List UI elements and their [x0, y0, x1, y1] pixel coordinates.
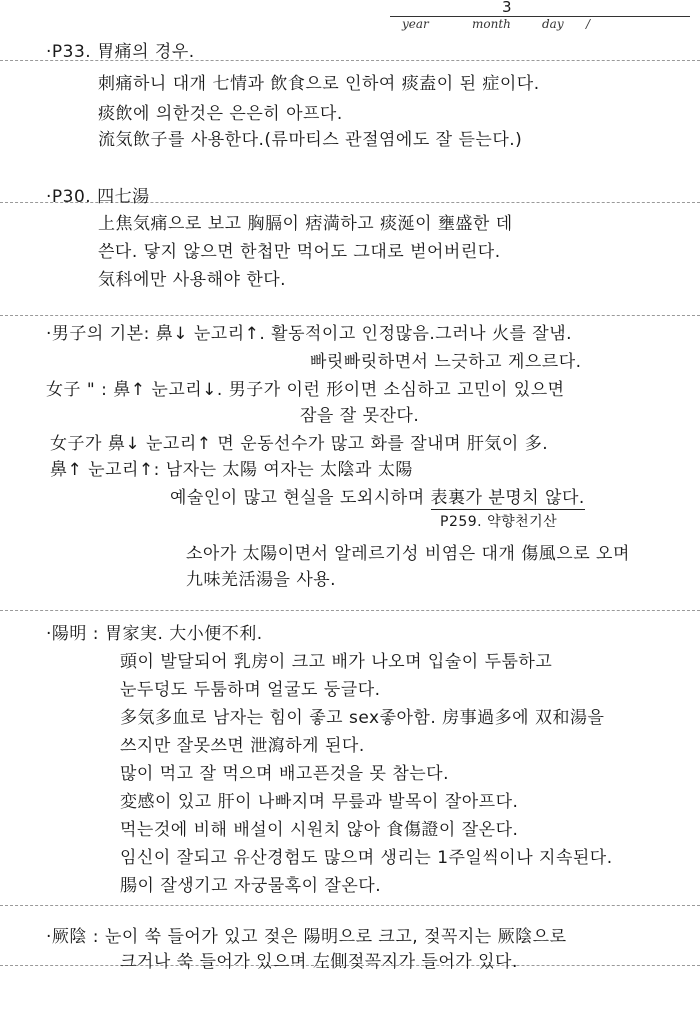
year-label: year — [402, 17, 429, 31]
section-heading: ·陽明 : 胃家実. 大小便不利. — [46, 624, 263, 644]
note-line: 鼻↑ 눈고리↑: 남자는 太陽 여자는 太陰과 太陽 — [50, 460, 413, 480]
underlined-text: 表裏가 분명치 않다. — [430, 488, 585, 508]
page-header — [390, 0, 690, 34]
note-line: 빠릿빠릿하면서 느긋하고 게으르다. — [310, 352, 582, 372]
note-line — [170, 486, 585, 510]
section-heading: ·厥陰 : 눈이 쑥 들어가 있고 젖은 陽明으로 크고, 젖꼭지는 厥陰으로 — [46, 927, 567, 947]
note-line: 九味羌活湯을 사용. — [186, 570, 337, 590]
note-line: 쓰지만 잘못쓰면 泄瀉하게 된다. — [120, 736, 365, 756]
note-line: 気科에만 사용해야 한다. — [98, 270, 287, 290]
note-line: 多気多血로 남자는 힘이 좋고 sex좋아함. 房事過多에 双和湯을 — [120, 708, 605, 728]
note-line: 痰飲에 의한것은 은은히 아프다. — [98, 104, 343, 124]
day-value: / — [586, 17, 591, 31]
note-line: 먹는것에 비해 배설이 시원치 않아 食傷證이 잘온다. — [120, 820, 519, 840]
note-line: 크거나 쑥 들어가 있으며 左側젖꼭지가 들어가 있다. — [120, 952, 518, 972]
note-line: 上焦気痛으로 보고 胸膈이 痞満하고 痰涎이 壅盛한 데 — [98, 214, 513, 234]
note-line: 頭이 발달되어 乳房이 크고 배가 나오며 입술이 두툼하고 — [120, 652, 553, 672]
note-line: 流気飲子를 사용한다.(류마티스 관절염에도 잘 듣는다.) — [98, 130, 523, 150]
note-line: 刺痛하니 대개 七情과 飲食으로 인하여 痰盍이 된 症이다. — [98, 74, 540, 94]
rule-line — [0, 905, 700, 906]
note-line: 잠을 잘 못잔다. — [300, 406, 420, 426]
note-line: 女子 " : 鼻↑ 눈고리↓. 男子가 이런 形이면 소심하고 고민이 있으면 — [46, 380, 565, 400]
note-line: 임신이 잘되고 유산경험도 많으며 생리는 1주일씩이나 지속된다. — [120, 848, 613, 868]
section-heading: ·P33. 胃痛의 경우. — [46, 42, 195, 62]
note-line: 소아가 太陽이면서 알레르기성 비염은 대개 傷風으로 오며 — [186, 544, 630, 564]
note-line: 変感이 있고 肝이 나빠지며 무릎과 발목이 잘아프다. — [120, 792, 519, 812]
page-number: 3 — [502, 0, 512, 16]
section-heading: ·男子의 기본: 鼻↓ 눈고리↑. 활동적이고 인정많음.그러나 火를 잘냄. — [46, 324, 573, 344]
note-text: 예술인이 많고 현실을 도외시하며 — [170, 488, 425, 508]
note-line: 눈두덩도 두툼하며 얼굴도 둥글다. — [120, 680, 381, 700]
section-heading: ·P30. 四七湯 — [46, 187, 150, 207]
day-label: day — [542, 17, 564, 31]
note-line: 많이 먹고 잘 먹으며 배고픈것을 못 참는다. — [120, 764, 450, 784]
month-label: month — [472, 17, 511, 31]
header-rule — [390, 16, 690, 17]
reference-note: P259. 약향천기산 — [440, 514, 558, 530]
note-line: 쓴다. 닿지 않으면 한첩만 먹어도 그대로 벋어버린다. — [98, 242, 501, 262]
rule-line — [0, 315, 700, 316]
rule-line — [0, 610, 700, 611]
note-line: 腸이 잘생기고 자궁물혹이 잘온다. — [120, 876, 382, 896]
note-line: 女子가 鼻↓ 눈고리↑ 면 운동선수가 많고 화를 잘내며 肝気이 多. — [50, 434, 549, 454]
